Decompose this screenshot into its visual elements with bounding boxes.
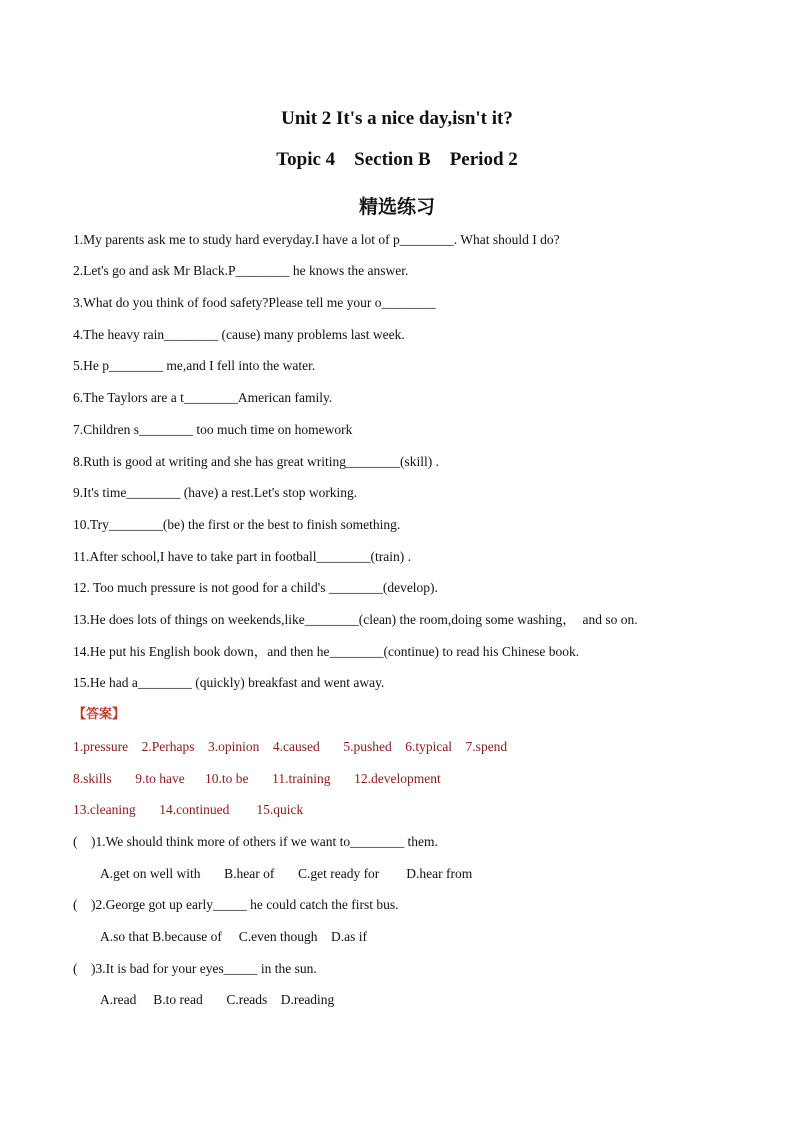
question-9: 9.It's time________ (have) a rest.Let's stop working. — [73, 485, 358, 500]
choice-question-1: ( )1.We should think more of others if we want to________ them. — [73, 834, 438, 849]
question-3: 3.What do you think of food safety?Please tell me your o________ — [73, 295, 436, 310]
choice-options-1: A.get on well with B.hear of C.get ready for D.hear from — [100, 866, 473, 881]
question-1: 1.My parents ask me to study hard everyday.I have a lot of p________. What should I do? — [73, 232, 560, 247]
answer-line-3: 13.cleaning 14.continued 15.quick — [73, 802, 304, 817]
choice-options-3: A.read B.to read C.reads D.reading — [100, 992, 335, 1007]
question-14: 14.He put his English book down，and then he________(continue) to read his Chinese book. — [73, 644, 580, 659]
question-6: 6.The Taylors are a t________American family. — [73, 390, 333, 405]
question-2: 2.Let's go and ask Mr Black.P________ he knows the answer. — [73, 263, 409, 278]
question-12: 12. Too much pressure is not good for a child's ________(develop). — [73, 580, 438, 595]
question-5: 5.He p________ me,and I fell into the water. — [73, 358, 316, 373]
question-10: 10.Try________(be) the first or the best to finish something. — [73, 517, 401, 532]
question-11: 11.After school,I have to take part in football________(train) . — [73, 549, 412, 564]
question-15: 15.He had a________ (quickly) breakfast and went away. — [73, 675, 385, 690]
question-7: 7.Children s________ too much time on homework — [73, 422, 353, 437]
answer-label: 【答案】 — [73, 707, 126, 722]
choice-question-3: ( )3.It is bad for your eyes_____ in the sun. — [73, 961, 317, 976]
question-4: 4.The heavy rain________ (cause) many problems last week. — [73, 327, 405, 342]
choice-options-2: A.so that B.because of C.even though D.as if — [100, 929, 367, 944]
topic-title: Topic 4 Section B Period 2 — [276, 149, 518, 170]
answer-line-1: 1.pressure 2.Perhaps 3.opinion 4.caused 5.pushed 6.typical 7.spend — [73, 739, 508, 754]
question-8: 8.Ruth is good at writing and she has great writing________(skill) . — [73, 454, 439, 469]
choice-question-2: ( )2.George got up early_____ he could catch the first bus. — [73, 897, 399, 912]
exercise-subtitle: 精选练习 — [358, 196, 435, 218]
answer-line-2: 8.skills 9.to have 10.to be 11.training 12.development — [73, 771, 441, 786]
unit-title: Unit 2 It's a nice day,isn't it? — [281, 108, 513, 129]
question-13: 13.He does lots of things on weekends,like________(clean) the room,doing some washing， and so on. — [73, 612, 638, 627]
